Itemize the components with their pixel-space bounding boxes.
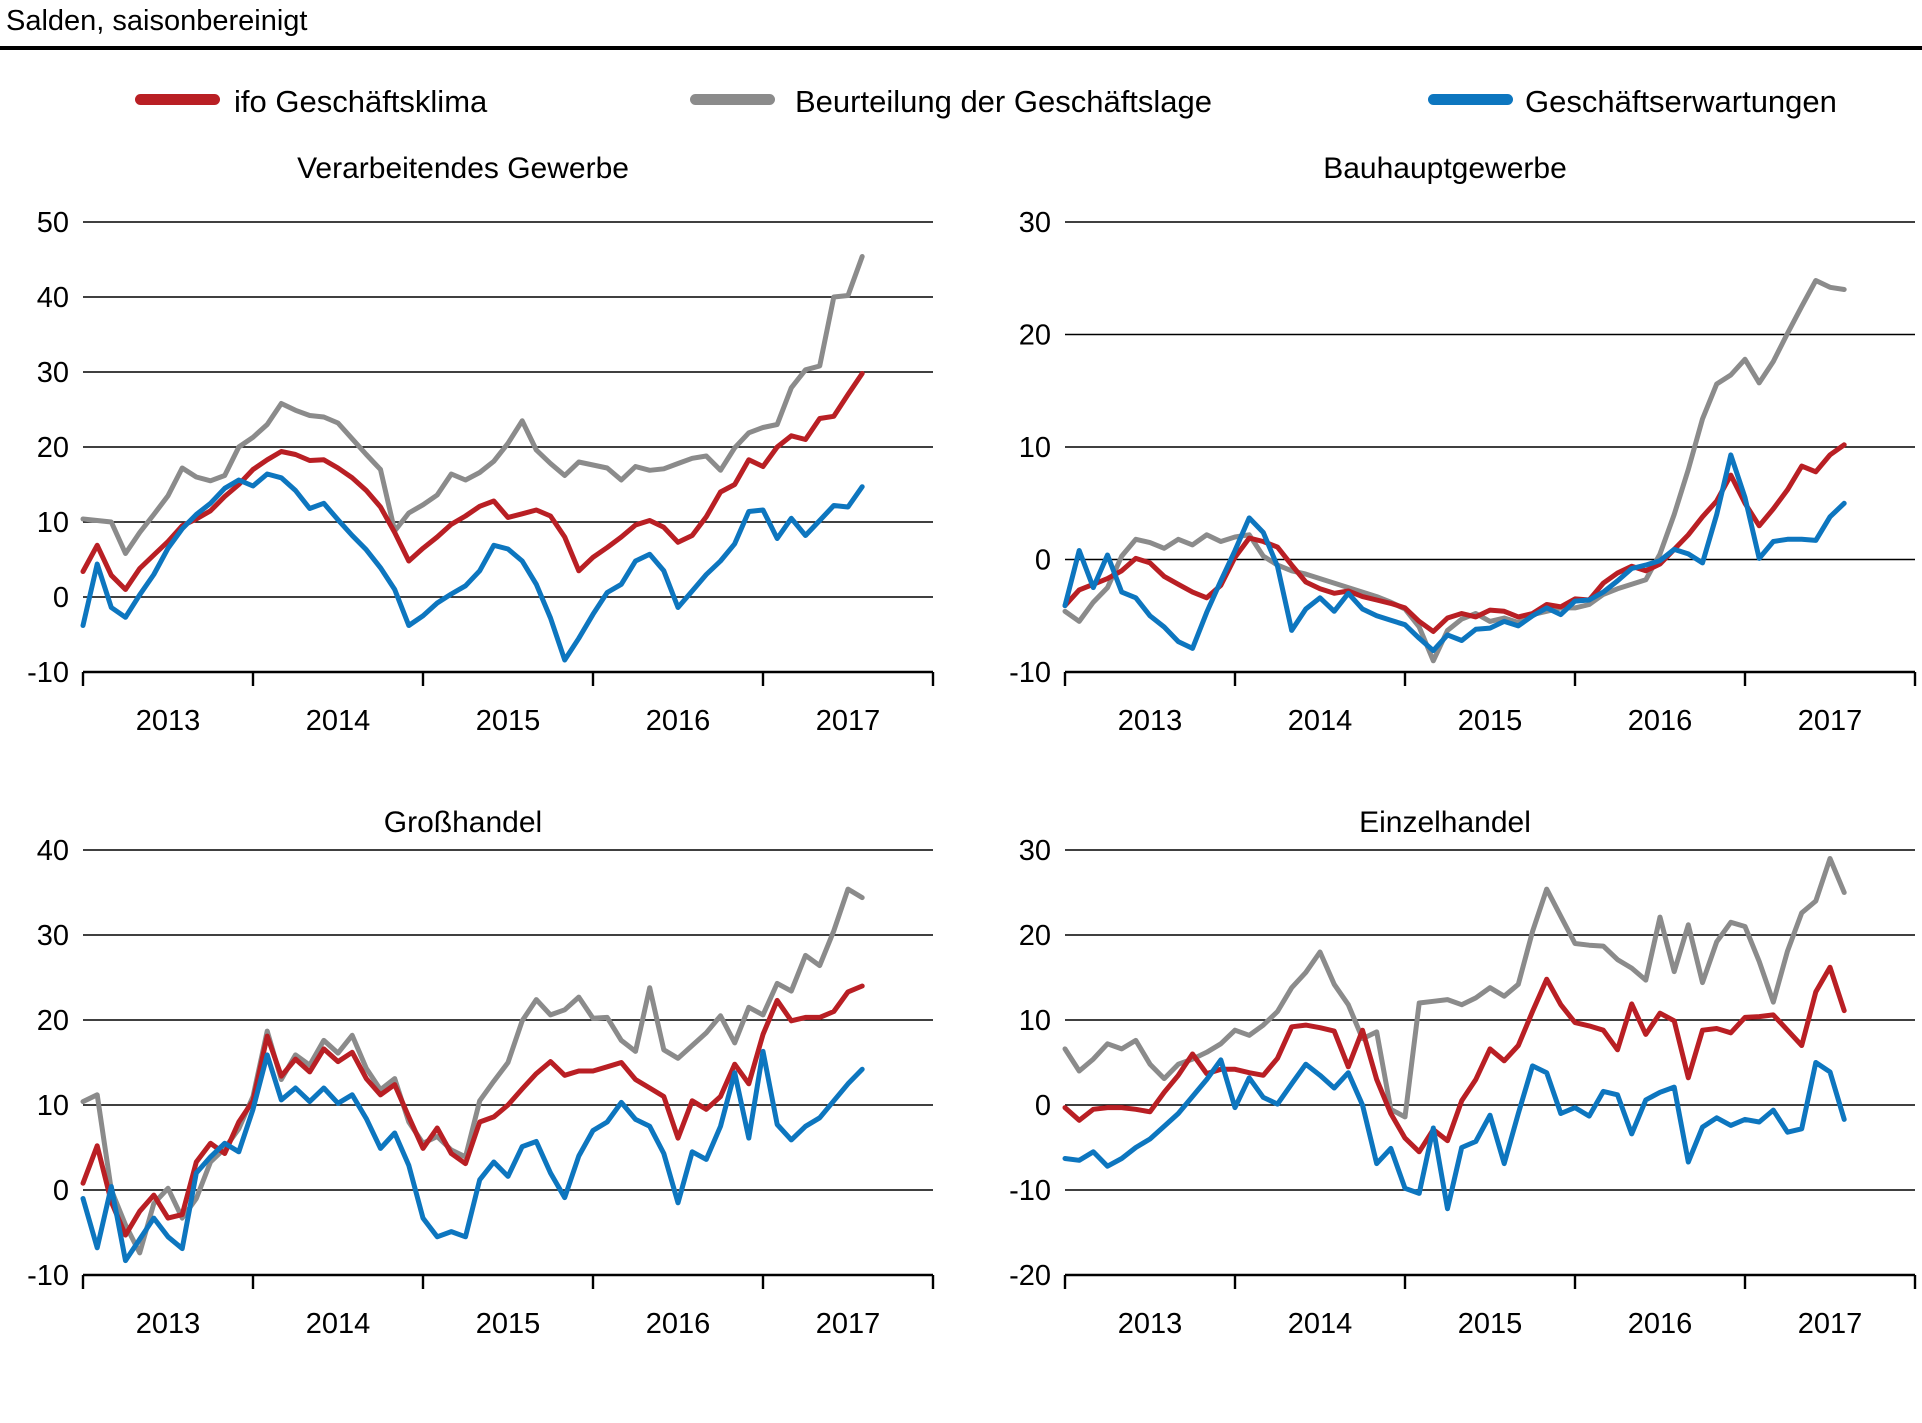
x-tick-label: 2015 <box>475 1308 541 1340</box>
chart-verarbeitendes-gewerbe <box>0 130 960 785</box>
y-tick-label: 0 <box>1034 544 1051 577</box>
x-tick-label: 2015 <box>475 705 541 737</box>
y-tick-label: 0 <box>1034 1090 1051 1122</box>
x-tick-label: 2016 <box>1627 705 1693 737</box>
x-tick-label: 2014 <box>1287 1308 1353 1340</box>
y-tick-label: 10 <box>36 507 69 539</box>
plot-svg <box>0 130 960 780</box>
x-tick-label: 2017 <box>1797 1308 1863 1340</box>
y-tick-label: 0 <box>52 582 69 614</box>
x-tick-label: 2017 <box>1797 705 1863 737</box>
series-lage <box>1065 859 1844 1117</box>
y-tick-label: -10 <box>27 1260 69 1292</box>
legend-label-lage: Beurteilung der Geschäftslage <box>795 84 1213 119</box>
panel-title: Großhandel <box>383 806 543 839</box>
y-tick-label: 50 <box>36 207 69 239</box>
chart-grosshandel <box>0 780 960 1423</box>
panel-title: Verarbeitendes Gewerbe <box>297 152 629 185</box>
header-rule <box>0 46 1922 50</box>
y-tick-label: 10 <box>36 1090 69 1122</box>
series-erwartungen <box>83 474 862 660</box>
x-tick-label: 2014 <box>1287 705 1353 737</box>
page-title: Salden, saisonbereinigt <box>6 5 308 37</box>
y-tick-label: 40 <box>36 282 69 314</box>
series-erwartungen <box>1065 1060 1844 1209</box>
y-tick-label: 20 <box>36 432 69 464</box>
x-tick-label: 2013 <box>1117 1308 1183 1340</box>
legend-swatch-erwartungen <box>1428 94 1513 105</box>
y-tick-label: 0 <box>52 1175 69 1207</box>
chart-einzelhandel <box>960 780 1922 1423</box>
y-tick-label: 30 <box>36 357 69 389</box>
y-tick-label: -10 <box>1009 657 1051 689</box>
y-tick-label: 10 <box>1018 1005 1051 1037</box>
x-tick-label: 2016 <box>645 705 711 737</box>
x-tick-label: 2014 <box>305 1308 371 1340</box>
x-tick-label: 2014 <box>305 705 371 737</box>
y-tick-label: 30 <box>36 920 69 952</box>
x-tick-label: 2013 <box>135 1308 201 1340</box>
x-tick-label: 2013 <box>135 705 201 737</box>
x-tick-label: 2016 <box>645 1308 711 1340</box>
plot-svg <box>960 780 1922 1418</box>
panel-title: Einzelhandel <box>1359 806 1531 839</box>
series-klima <box>83 374 862 590</box>
x-tick-label: 2016 <box>1627 1308 1693 1340</box>
y-tick-label: -20 <box>1009 1260 1051 1292</box>
x-tick-label: 2017 <box>815 1308 881 1340</box>
panel-title: Bauhauptgewerbe <box>1323 152 1567 185</box>
y-tick-label: 10 <box>1018 432 1051 464</box>
x-tick-label: 2015 <box>1457 1308 1523 1340</box>
legend-swatch-lage <box>690 94 775 105</box>
y-tick-label: 20 <box>1018 920 1051 952</box>
y-tick-label: -10 <box>1009 1175 1051 1207</box>
x-tick-label: 2015 <box>1457 705 1523 737</box>
x-tick-label: 2017 <box>815 705 881 737</box>
plot-svg <box>0 780 960 1418</box>
y-tick-label: 30 <box>1018 835 1051 867</box>
y-tick-label: -10 <box>27 657 69 689</box>
legend-label-erwartungen: Geschäftserwartungen <box>1525 84 1837 119</box>
y-tick-label: 40 <box>36 835 69 867</box>
chart-bauhauptgewerbe <box>960 130 1922 785</box>
y-tick-label: 20 <box>36 1005 69 1037</box>
y-tick-label: 20 <box>1018 319 1051 352</box>
plot-svg <box>960 130 1922 780</box>
y-tick-label: 30 <box>1018 207 1051 239</box>
legend-label-klima: ifo Geschäftsklima <box>234 84 488 119</box>
x-tick-label: 2013 <box>1117 705 1183 737</box>
legend-swatch-klima <box>135 94 220 105</box>
